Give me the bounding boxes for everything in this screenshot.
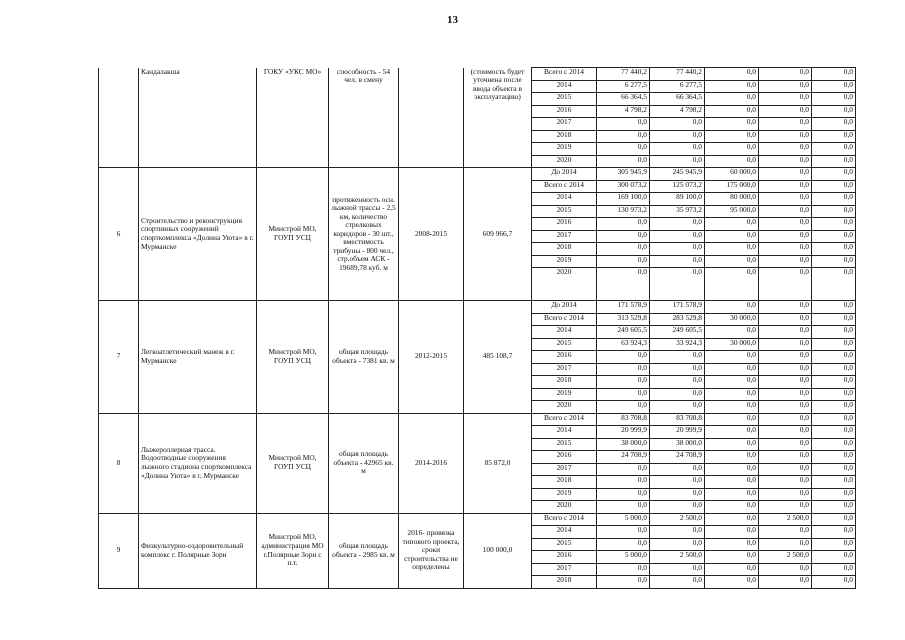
federal-budget: 0,0 (705, 301, 759, 314)
total-amount: 0,0 (597, 526, 650, 539)
local-budget: 0,0 (759, 538, 812, 551)
local-budget: 0,0 (759, 193, 812, 206)
construction-period: 2014-2016 (399, 413, 464, 513)
other-sources: 0,0 (812, 168, 856, 181)
federal-budget: 0,0 (705, 363, 759, 376)
regional-budget: 33 924,3 (650, 338, 705, 351)
federal-budget: 0,0 (705, 576, 759, 589)
total-amount: 0,0 (597, 268, 650, 301)
local-budget: 0,0 (759, 268, 812, 301)
year-label: 2015 (532, 538, 597, 551)
regional-budget: 0,0 (650, 388, 705, 401)
other-sources: 0,0 (812, 143, 856, 156)
local-budget: 0,0 (759, 326, 812, 339)
customer: Минстрой МО, ГОУП УСЦ (257, 301, 329, 414)
other-sources: 0,0 (812, 301, 856, 314)
local-budget: 0,0 (759, 205, 812, 218)
regional-budget: 35 973,2 (650, 205, 705, 218)
total-amount: 38 000,0 (597, 438, 650, 451)
estimated-cost: 609 966,7 (464, 168, 532, 301)
regional-budget: 0,0 (650, 118, 705, 131)
total-amount: 20 999,9 (597, 426, 650, 439)
federal-budget: 0,0 (705, 143, 759, 156)
year-label: 2017 (532, 230, 597, 243)
regional-budget: 66 364,5 (650, 93, 705, 106)
federal-budget: 80 000,0 (705, 193, 759, 206)
total-amount: 5 000,0 (597, 551, 650, 564)
local-budget: 0,0 (759, 143, 812, 156)
total-amount: 169 100,0 (597, 193, 650, 206)
estimated-cost: (стоимость будет уточнена после ввода объекта в эксплуатацию) (464, 68, 532, 168)
year-label: Всего с 2014 (532, 68, 597, 81)
total-amount: 0,0 (597, 476, 650, 489)
customer: Минстрой МО, администрация МО г.Полярные Зори с п.т. (257, 513, 329, 588)
local-budget: 0,0 (759, 180, 812, 193)
row-number: 7 (99, 301, 139, 414)
regional-budget: 245 945,9 (650, 168, 705, 181)
local-budget: 0,0 (759, 438, 812, 451)
total-amount: 0,0 (597, 118, 650, 131)
regional-budget: 0,0 (650, 268, 705, 301)
other-sources: 0,0 (812, 413, 856, 426)
total-amount: 0,0 (597, 563, 650, 576)
regional-budget: 171 578,9 (650, 301, 705, 314)
other-sources: 0,0 (812, 118, 856, 131)
local-budget: 0,0 (759, 80, 812, 93)
regional-budget: 6 277,5 (650, 80, 705, 93)
federal-budget: 0,0 (705, 401, 759, 414)
local-budget: 0,0 (759, 488, 812, 501)
other-sources: 0,0 (812, 180, 856, 193)
other-sources: 0,0 (812, 313, 856, 326)
other-sources: 0,0 (812, 338, 856, 351)
regional-budget: 0,0 (650, 230, 705, 243)
other-sources: 0,0 (812, 351, 856, 364)
total-amount: 5 000,0 (597, 513, 650, 526)
total-amount: 249 605,5 (597, 326, 650, 339)
other-sources: 0,0 (812, 488, 856, 501)
other-sources: 0,0 (812, 326, 856, 339)
local-budget: 0,0 (759, 338, 812, 351)
total-amount: 0,0 (597, 401, 650, 414)
construction-period: 2012-2015 (399, 301, 464, 414)
year-label: 2020 (532, 501, 597, 514)
row-number (99, 68, 139, 168)
federal-budget: 0,0 (705, 105, 759, 118)
year-label: 2019 (532, 488, 597, 501)
regional-budget: 0,0 (650, 476, 705, 489)
other-sources: 0,0 (812, 218, 856, 231)
year-label: Всего с 2014 (532, 313, 597, 326)
year-label: 2018 (532, 576, 597, 589)
federal-budget: 0,0 (705, 268, 759, 301)
regional-budget: 4 798,2 (650, 105, 705, 118)
local-budget: 0,0 (759, 118, 812, 131)
other-sources: 0,0 (812, 476, 856, 489)
other-sources: 0,0 (812, 538, 856, 551)
federal-budget: 0,0 (705, 413, 759, 426)
year-label: 2014 (532, 326, 597, 339)
total-amount: 6 277,5 (597, 80, 650, 93)
federal-budget: 30 000,0 (705, 313, 759, 326)
regional-budget: 0,0 (650, 218, 705, 231)
year-label: 2016 (532, 551, 597, 564)
regional-budget: 125 073,2 (650, 180, 705, 193)
local-budget: 0,0 (759, 526, 812, 539)
estimated-cost: 485 108,7 (464, 301, 532, 414)
capacity: общая площадь объекта - 42965 кв. м (329, 413, 399, 513)
capacity: общая площадь объекта - 7381 кв. м (329, 301, 399, 414)
total-amount: 0,0 (597, 376, 650, 389)
object-name: Строительство и реконструкция спортивных сооружений спорткомплекса «Долина Уюта» в г. Мурманске (139, 168, 257, 301)
total-amount: 0,0 (597, 488, 650, 501)
year-label: 2019 (532, 388, 597, 401)
other-sources: 0,0 (812, 513, 856, 526)
federal-budget: 0,0 (705, 218, 759, 231)
federal-budget: 0,0 (705, 438, 759, 451)
local-budget: 0,0 (759, 363, 812, 376)
regional-budget: 0,0 (650, 255, 705, 268)
regional-budget: 0,0 (650, 576, 705, 589)
federal-budget: 0,0 (705, 255, 759, 268)
other-sources: 0,0 (812, 205, 856, 218)
capacity: протяженность осн. лыжной трассы - 2,5 км, количество стрелковых коридоров - 30 шт., вместимость трибуны - 800 чел., стр.объем АСК - 19689,78 куб. м (329, 168, 399, 301)
year-label: 2018 (532, 130, 597, 143)
other-sources: 0,0 (812, 388, 856, 401)
local-budget: 0,0 (759, 376, 812, 389)
local-budget: 0,0 (759, 230, 812, 243)
other-sources: 0,0 (812, 463, 856, 476)
regional-budget: 0,0 (650, 526, 705, 539)
federal-budget: 0,0 (705, 155, 759, 168)
local-budget: 0,0 (759, 501, 812, 514)
other-sources: 0,0 (812, 268, 856, 301)
other-sources: 0,0 (812, 438, 856, 451)
federal-budget: 0,0 (705, 118, 759, 131)
year-label: Всего с 2014 (532, 513, 597, 526)
year-label: До 2014 (532, 168, 597, 181)
total-amount: 0,0 (597, 230, 650, 243)
other-sources: 0,0 (812, 551, 856, 564)
regional-budget: 0,0 (650, 488, 705, 501)
year-label: 2018 (532, 376, 597, 389)
year-label: 2016 (532, 105, 597, 118)
year-label: 2016 (532, 451, 597, 464)
local-budget: 0,0 (759, 130, 812, 143)
total-amount: 0,0 (597, 255, 650, 268)
local-budget: 0,0 (759, 105, 812, 118)
construction-period: 2016- привязка типового проекта, сроки строительства не определены (399, 513, 464, 588)
year-label: 2016 (532, 351, 597, 364)
year-label: До 2014 (532, 301, 597, 314)
regional-budget: 0,0 (650, 376, 705, 389)
year-label: 2015 (532, 338, 597, 351)
other-sources: 0,0 (812, 563, 856, 576)
total-amount: 77 440,2 (597, 68, 650, 81)
local-budget: 0,0 (759, 68, 812, 81)
total-amount: 0,0 (597, 501, 650, 514)
local-budget: 0,0 (759, 301, 812, 314)
other-sources: 0,0 (812, 376, 856, 389)
other-sources: 0,0 (812, 243, 856, 256)
federal-budget: 60 000,0 (705, 168, 759, 181)
total-amount: 0,0 (597, 388, 650, 401)
year-label: 2017 (532, 563, 597, 576)
federal-budget: 0,0 (705, 463, 759, 476)
federal-budget: 0,0 (705, 351, 759, 364)
regional-budget: 83 708,8 (650, 413, 705, 426)
total-amount: 305 945,9 (597, 168, 650, 181)
regional-budget: 38 000,0 (650, 438, 705, 451)
year-label: 2019 (532, 255, 597, 268)
regional-budget: 2 500,0 (650, 513, 705, 526)
regional-budget: 0,0 (650, 538, 705, 551)
regional-budget: 283 529,8 (650, 313, 705, 326)
regional-budget: 0,0 (650, 401, 705, 414)
local-budget: 0,0 (759, 388, 812, 401)
year-label: 2014 (532, 426, 597, 439)
year-label: 2020 (532, 155, 597, 168)
other-sources: 0,0 (812, 193, 856, 206)
local-budget: 0,0 (759, 243, 812, 256)
object-name: Физкультурно-оздоровительный комплекс г. Полярные Зори (139, 513, 257, 588)
local-budget: 2 500,0 (759, 551, 812, 564)
financing-table (98, 67, 856, 589)
federal-budget: 0,0 (705, 130, 759, 143)
other-sources: 0,0 (812, 255, 856, 268)
other-sources: 0,0 (812, 401, 856, 414)
total-amount: 0,0 (597, 363, 650, 376)
local-budget: 0,0 (759, 576, 812, 589)
table-row (99, 413, 856, 426)
total-amount: 0,0 (597, 130, 650, 143)
year-label: 2015 (532, 438, 597, 451)
year-label: 2020 (532, 401, 597, 414)
local-budget: 0,0 (759, 155, 812, 168)
regional-budget: 0,0 (650, 155, 705, 168)
other-sources: 0,0 (812, 451, 856, 464)
total-amount: 171 578,9 (597, 301, 650, 314)
year-label: Всего с 2014 (532, 180, 597, 193)
total-amount: 0,0 (597, 143, 650, 156)
regional-budget: 0,0 (650, 363, 705, 376)
local-budget: 0,0 (759, 413, 812, 426)
capacity: способность - 54 чел. в смену (329, 68, 399, 168)
year-label: 2017 (532, 363, 597, 376)
construction-period: 2008-2015 (399, 168, 464, 301)
federal-budget: 0,0 (705, 563, 759, 576)
other-sources: 0,0 (812, 501, 856, 514)
other-sources: 0,0 (812, 68, 856, 81)
total-amount: 0,0 (597, 351, 650, 364)
row-number: 6 (99, 168, 139, 301)
table-row (99, 168, 856, 181)
local-budget: 0,0 (759, 476, 812, 489)
year-label: 2020 (532, 268, 597, 301)
year-label: 2016 (532, 218, 597, 231)
total-amount: 300 073,2 (597, 180, 650, 193)
federal-budget: 0,0 (705, 451, 759, 464)
other-sources: 0,0 (812, 363, 856, 376)
federal-budget: 0,0 (705, 426, 759, 439)
object-name: Лыжероллерная трасса. Водоотводные сооружения лыжного стадиона спорткомплекса «Долина Уюта» в г. Мурманске (139, 413, 257, 513)
local-budget: 0,0 (759, 351, 812, 364)
year-label: 2017 (532, 463, 597, 476)
year-label: 2015 (532, 93, 597, 106)
total-amount: 313 529,8 (597, 313, 650, 326)
total-amount: 24 708,9 (597, 451, 650, 464)
total-amount: 63 924,3 (597, 338, 650, 351)
table-row (99, 301, 856, 314)
local-budget: 0,0 (759, 168, 812, 181)
estimated-cost: 100 000,0 (464, 513, 532, 588)
total-amount: 0,0 (597, 576, 650, 589)
object-name: Легкоатлетический манеж в г. Мурманске (139, 301, 257, 414)
year-label: 2014 (532, 80, 597, 93)
local-budget: 0,0 (759, 426, 812, 439)
other-sources: 0,0 (812, 426, 856, 439)
federal-budget: 30 000,0 (705, 338, 759, 351)
other-sources: 0,0 (812, 130, 856, 143)
total-amount: 4 798,2 (597, 105, 650, 118)
year-label: 2017 (532, 118, 597, 131)
other-sources: 0,0 (812, 105, 856, 118)
federal-budget: 0,0 (705, 93, 759, 106)
regional-budget: 0,0 (650, 143, 705, 156)
other-sources: 0,0 (812, 80, 856, 93)
federal-budget: 175 000,0 (705, 180, 759, 193)
total-amount: 0,0 (597, 463, 650, 476)
total-amount: 66 364,5 (597, 93, 650, 106)
regional-budget: 0,0 (650, 351, 705, 364)
other-sources: 0,0 (812, 155, 856, 168)
other-sources: 0,0 (812, 576, 856, 589)
federal-budget: 0,0 (705, 488, 759, 501)
regional-budget: 0,0 (650, 130, 705, 143)
regional-budget: 0,0 (650, 501, 705, 514)
other-sources: 0,0 (812, 93, 856, 106)
federal-budget: 0,0 (705, 501, 759, 514)
total-amount: 0,0 (597, 538, 650, 551)
regional-budget: 89 100,0 (650, 193, 705, 206)
regional-budget: 0,0 (650, 563, 705, 576)
total-amount: 130 973,2 (597, 205, 650, 218)
federal-budget: 0,0 (705, 476, 759, 489)
local-budget: 0,0 (759, 255, 812, 268)
page-number: 13 (447, 14, 458, 26)
table-row (99, 513, 856, 526)
federal-budget: 0,0 (705, 513, 759, 526)
year-label: 2014 (532, 526, 597, 539)
federal-budget: 0,0 (705, 551, 759, 564)
federal-budget: 95 000,0 (705, 205, 759, 218)
federal-budget: 0,0 (705, 376, 759, 389)
regional-budget: 77 440,2 (650, 68, 705, 81)
year-label: 2018 (532, 476, 597, 489)
local-budget: 2 500,0 (759, 513, 812, 526)
federal-budget: 0,0 (705, 243, 759, 256)
federal-budget: 0,0 (705, 388, 759, 401)
construction-period (399, 68, 464, 168)
regional-budget: 249 605,5 (650, 326, 705, 339)
local-budget: 0,0 (759, 218, 812, 231)
table-row (99, 68, 856, 81)
federal-budget: 0,0 (705, 80, 759, 93)
estimated-cost: 85 872,0 (464, 413, 532, 513)
row-number: 8 (99, 413, 139, 513)
regional-budget: 0,0 (650, 463, 705, 476)
year-label: Всего с 2014 (532, 413, 597, 426)
local-budget: 0,0 (759, 93, 812, 106)
federal-budget: 0,0 (705, 230, 759, 243)
regional-budget: 2 500,0 (650, 551, 705, 564)
total-amount: 83 708,8 (597, 413, 650, 426)
regional-budget: 0,0 (650, 243, 705, 256)
local-budget: 0,0 (759, 563, 812, 576)
other-sources: 0,0 (812, 230, 856, 243)
local-budget: 0,0 (759, 451, 812, 464)
federal-budget: 0,0 (705, 538, 759, 551)
customer: Минстрой МО, ГОУП УСЦ (257, 168, 329, 301)
local-budget: 0,0 (759, 313, 812, 326)
customer: ГОКУ «УКС МО» (257, 68, 329, 168)
local-budget: 0,0 (759, 463, 812, 476)
federal-budget: 0,0 (705, 68, 759, 81)
year-label: 2015 (532, 205, 597, 218)
regional-budget: 24 708,9 (650, 451, 705, 464)
other-sources: 0,0 (812, 526, 856, 539)
total-amount: 0,0 (597, 218, 650, 231)
year-label: 2019 (532, 143, 597, 156)
row-number: 9 (99, 513, 139, 588)
regional-budget: 20 999,9 (650, 426, 705, 439)
year-label: 2018 (532, 243, 597, 256)
customer: Минстрой МО, ГОУП УСЦ (257, 413, 329, 513)
total-amount: 0,0 (597, 155, 650, 168)
federal-budget: 0,0 (705, 326, 759, 339)
object-name: Кандалакша (139, 68, 257, 168)
federal-budget: 0,0 (705, 526, 759, 539)
year-label: 2014 (532, 193, 597, 206)
capacity: общая площадь объекта - 2985 кв. м (329, 513, 399, 588)
local-budget: 0,0 (759, 401, 812, 414)
total-amount: 0,0 (597, 243, 650, 256)
